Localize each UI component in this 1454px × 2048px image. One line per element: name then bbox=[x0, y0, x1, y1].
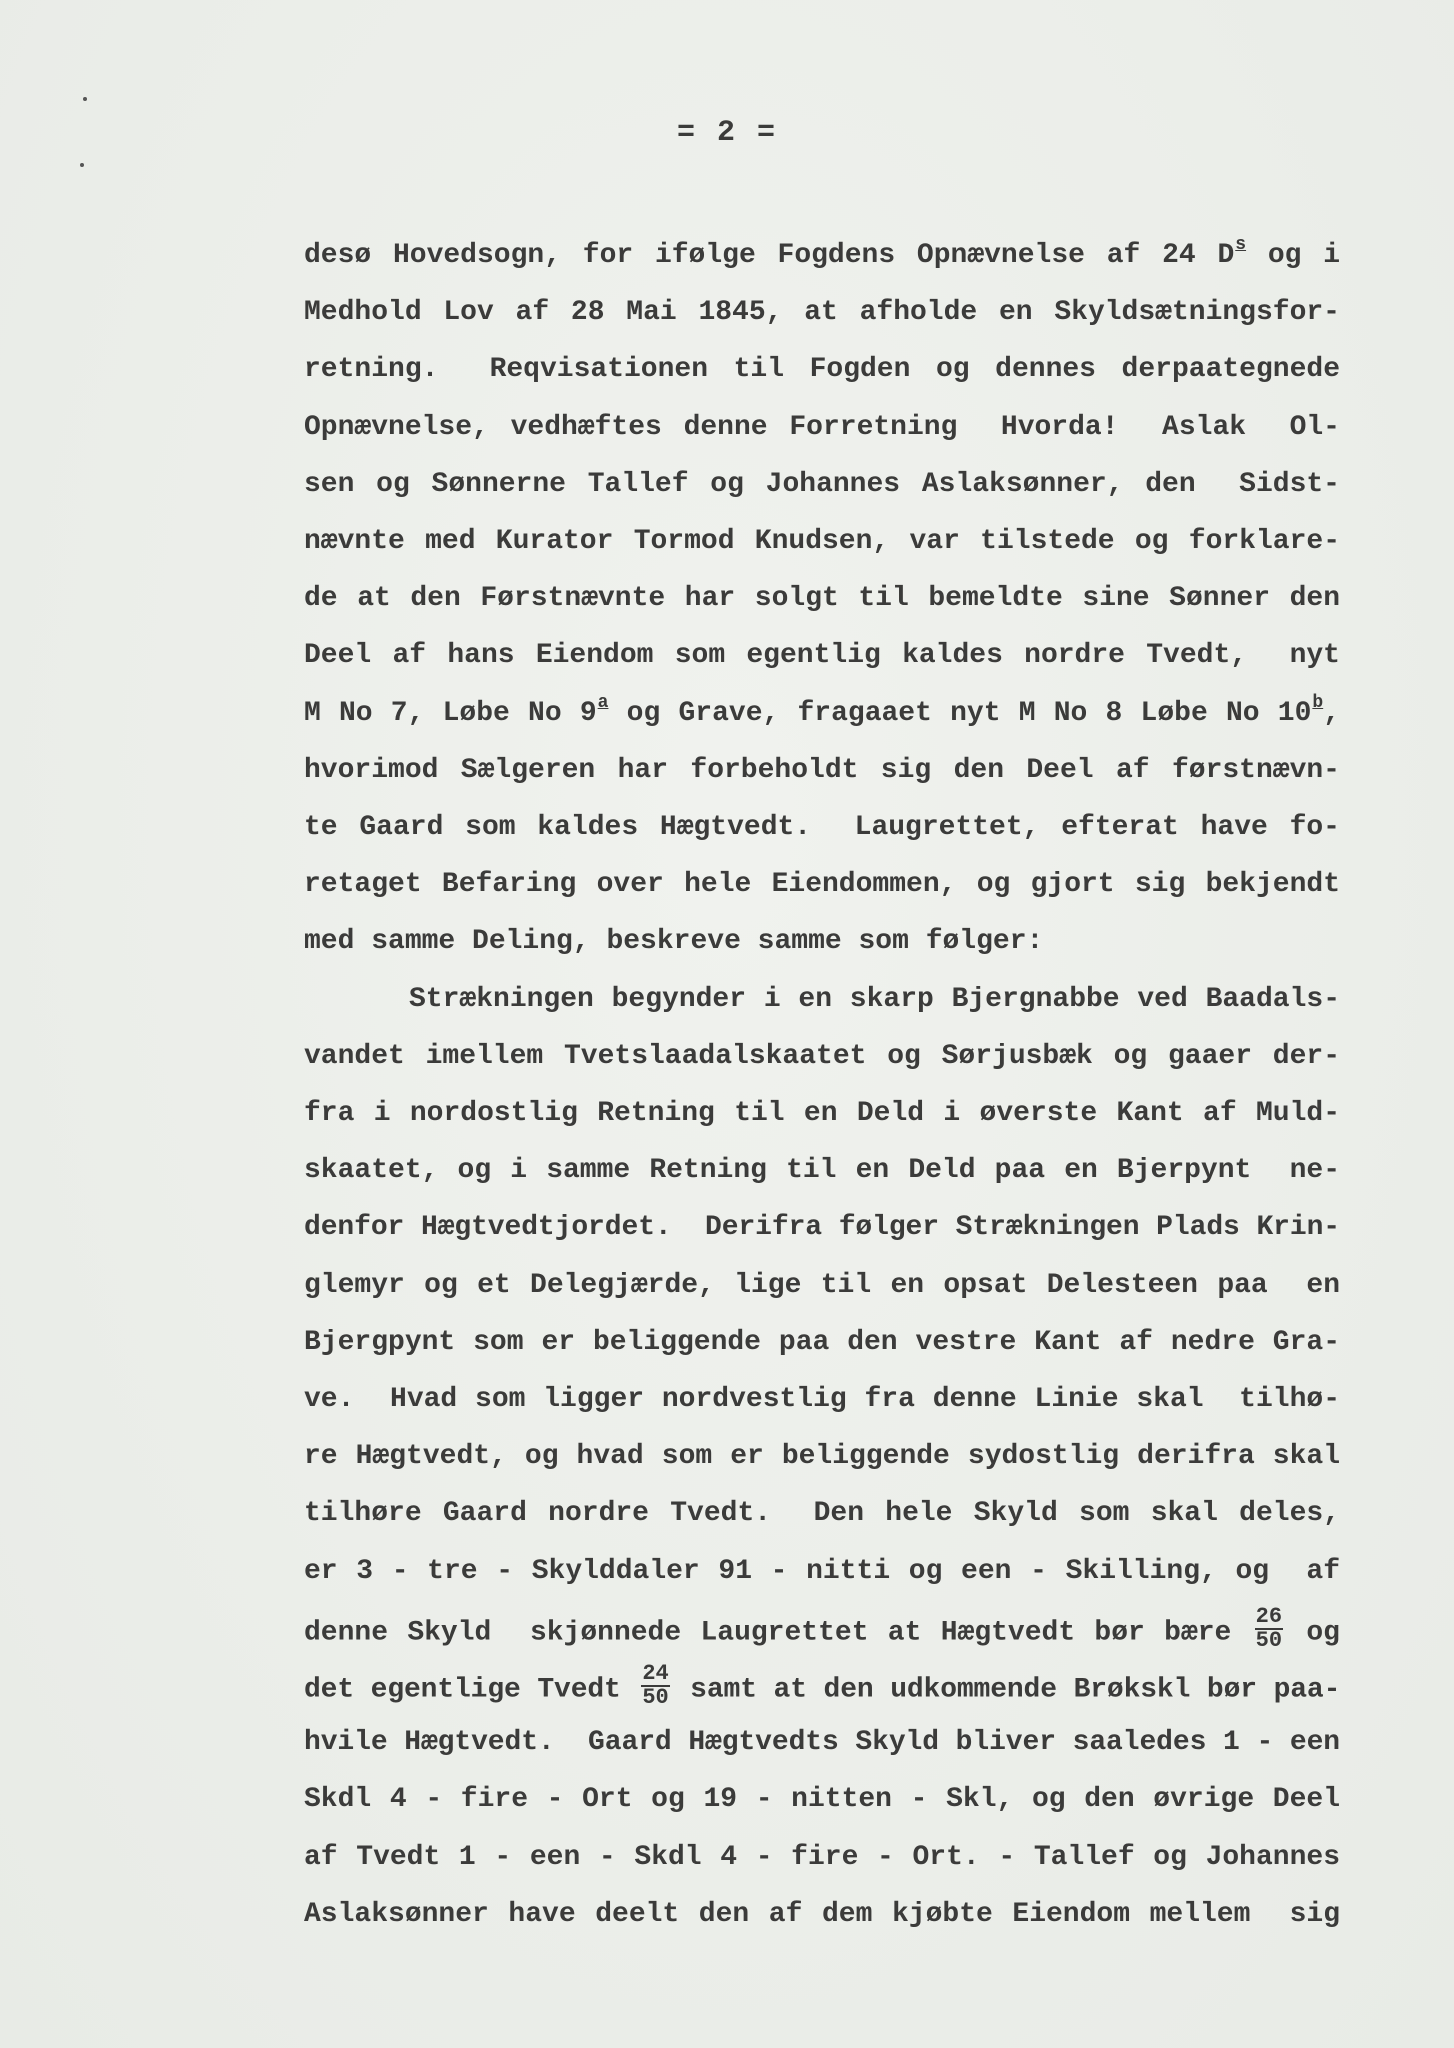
fraction-denominator: 50 bbox=[642, 1685, 669, 1710]
superscript: s bbox=[1235, 235, 1247, 255]
text-segment: tilhøre Gaard nordre Tvedt. Den hele Skyld som skal deles, bbox=[304, 1498, 1340, 1530]
scan-speck bbox=[83, 97, 87, 101]
superscript: a bbox=[597, 692, 609, 713]
text-segment: desø Hovedsogn, for ifølge Fogdens Opnævnelse af 24 D bbox=[304, 240, 1235, 271]
text-segment: og Grave, fragaaet nyt M No 8 Løbe No 10 bbox=[608, 697, 1312, 729]
text-line bbox=[304, 522, 1340, 562]
text-segment: hvile Hægtvedt. Gaard Hægtvedts Skyld bliver saaledes 1 - een bbox=[304, 1727, 1340, 1759]
text-line bbox=[304, 1437, 1340, 1477]
fraction-numerator: 24 bbox=[642, 1661, 669, 1686]
text-segment: , bbox=[1323, 697, 1340, 729]
text-segment: denne Skyld skjønnede Laugrettet at Hægtvedt bør bære bbox=[304, 1617, 1251, 1649]
text-line bbox=[304, 1380, 1340, 1420]
text-line bbox=[304, 236, 1340, 276]
text-line bbox=[304, 694, 1340, 734]
text-line bbox=[304, 636, 1340, 676]
text-segment: re Hægtvedt, og hvad som er beliggende sydostlig derifra skal bbox=[304, 1441, 1340, 1473]
text-line bbox=[304, 1151, 1340, 1191]
text-segment: Aslaksønner have deelt den af dem kjøbte Eiendom mellem sig bbox=[304, 1898, 1340, 1930]
text-line bbox=[304, 1208, 1340, 1248]
text-segment: af Tvedt 1 - een - Skdl 4 - fire - Ort. - Tallef og Johannes bbox=[304, 1841, 1340, 1873]
text-segment: det egentlige Tvedt bbox=[304, 1674, 638, 1706]
text-line bbox=[304, 1323, 1340, 1363]
text-line bbox=[409, 980, 1340, 1020]
text-line bbox=[304, 922, 1043, 962]
text-line bbox=[304, 751, 1340, 791]
text-segment: nævnte med Kurator Tormod Knudsen, var tilstede og forklare- bbox=[304, 526, 1340, 557]
text-segment: denfor Hægtvedtjordet. Derifra følger Strækningen Plads Krin- bbox=[304, 1212, 1340, 1244]
text-line bbox=[304, 465, 1340, 505]
text-segment: sen og Sønnerne Tallef og Johannes Aslaksønner, den Sidst- bbox=[304, 468, 1340, 500]
text-line bbox=[304, 1552, 1340, 1592]
scan-speck bbox=[80, 163, 84, 167]
text-segment: skaatet, og i samme Retning til en Deld paa en Bjerpynt ne- bbox=[304, 1155, 1340, 1187]
text-line bbox=[304, 579, 1340, 619]
text-line bbox=[304, 1603, 1340, 1653]
text-segment: vandet imellem Tvetslaadalskaatet og Sørjusbæk og gaaer der- bbox=[304, 1040, 1340, 1072]
text-segment: Medhold Lov af 28 Mai 1845, at afholde en Skyldsætningsfor- bbox=[304, 297, 1340, 329]
text-segment: retning. Reqvisationen til Fogden og dennes derpaategnede bbox=[304, 354, 1340, 386]
text-segment: Skdl 4 - fire - Ort og 19 - nitten - Skl, og den øvrige Deel bbox=[304, 1784, 1340, 1816]
text-line bbox=[304, 408, 1340, 448]
text-line bbox=[304, 1266, 1340, 1306]
page-number: = 2 = bbox=[676, 116, 777, 150]
text-line bbox=[304, 350, 1340, 390]
text-line bbox=[304, 1037, 1340, 1077]
superscript: b bbox=[1312, 692, 1324, 713]
text-line bbox=[304, 1780, 1340, 1820]
text-segment: er 3 - tre - Skylddaler 91 - nitti og een - Skilling, og af bbox=[304, 1555, 1340, 1587]
text-segment: M No 7, Løbe No 9 bbox=[304, 697, 597, 729]
text-segment: og i bbox=[1246, 240, 1341, 271]
text-line bbox=[304, 1838, 1340, 1878]
text-segment: samt at den udkommende Brøkskl bør paa- bbox=[673, 1674, 1341, 1706]
text-segment: ve. Hvad som ligger nordvestlig fra denne Linie skal tilhø- bbox=[304, 1384, 1340, 1415]
text-line bbox=[304, 1094, 1340, 1134]
text-segment: hvorimod Sælgeren har forbeholdt sig den Deel af førstnævn- bbox=[304, 754, 1340, 786]
text-segment: Deel af hans Eiendom som egentlig kaldes nordre Tvedt, nyt bbox=[304, 640, 1340, 672]
text-segment: og bbox=[1287, 1617, 1340, 1649]
text-segment: Strækningen begynder i en skarp Bjergnabbe ved Baadals- bbox=[409, 983, 1340, 1015]
text-line bbox=[304, 865, 1340, 905]
text-segment: fra i nordostlig Retning til en Deld i øverste Kant af Muld- bbox=[304, 1098, 1340, 1129]
text-segment: glemyr og et Delegjærde, lige til en opsat Delesteen paa en bbox=[304, 1269, 1340, 1301]
fraction-denominator: 50 bbox=[1255, 1627, 1283, 1653]
text-line bbox=[304, 1494, 1340, 1534]
text-segment: med samme Deling, beskreve samme som følger: bbox=[304, 926, 1044, 958]
text-line bbox=[304, 808, 1340, 848]
text-segment: Opnævnelse, vedhæftes denne Forretning Hvorda! Aslak Ol- bbox=[304, 411, 1340, 443]
text-segment: de at den Førstnævnte har solgt til bemeldte sine Sønner den bbox=[304, 583, 1340, 615]
text-segment: retaget Befaring over hele Eiendommen, og gjort sig bekjendt bbox=[304, 869, 1340, 901]
fraction bbox=[641, 1663, 669, 1709]
text-line bbox=[304, 1723, 1340, 1763]
text-segment: Bjergpynt som er beliggende paa den vestre Kant af nedre Gra- bbox=[304, 1326, 1340, 1358]
text-segment: te Gaard som kaldes Hægtvedt. Laugrettet, efterat have fo- bbox=[304, 812, 1340, 843]
text-line bbox=[304, 1661, 1341, 1710]
text-line bbox=[304, 1895, 1340, 1935]
fraction bbox=[1255, 1603, 1283, 1653]
fraction-numerator: 26 bbox=[1255, 1603, 1283, 1629]
text-line bbox=[304, 293, 1340, 333]
